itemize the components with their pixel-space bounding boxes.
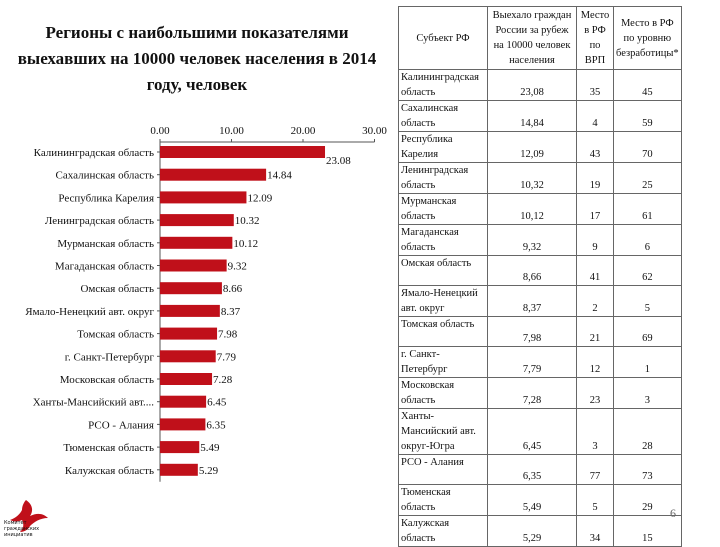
data-label: 7.98 [218,328,238,341]
category-label: Калужская область [64,464,154,477]
cell-subject: Ямало-Ненецкий авт. округ [399,286,488,317]
header-emigrated: Выехало граждан России за рубеж на 10000 человек населения [488,7,577,70]
cell-emigrated: 7,98 [488,317,577,347]
category-label: Ямало-Ненецкий авт. округ [25,305,154,318]
cell-emigrated: 5,49 [488,485,577,516]
logo-text: Комитет гражданских инициатив [4,520,40,538]
cell-subject: Калужская область [399,516,488,547]
table-row [399,378,682,409]
bar [160,282,222,294]
table-row [399,70,682,101]
x-tick-label: 30.00 [362,125,387,137]
cell-unemployment-rank: 69 [614,317,682,347]
x-tick-label: 0.00 [150,125,170,137]
data-label: 8.37 [220,305,241,318]
bar [160,350,216,362]
category-label: Ленинградская область [44,215,154,228]
category-label: Магаданская область [54,260,154,273]
category-label: Мурманская область [57,237,154,250]
cell-emigrated: 10,12 [488,194,577,225]
table-row [399,194,682,225]
data-label: 8.66 [222,283,243,296]
cell-unemployment-rank: 59 [614,101,682,132]
cell-emigrated: 10,32 [488,163,577,194]
cell-unemployment-rank: 73 [614,455,682,485]
cell-subject: РСО - Алания [399,455,488,485]
bar [160,260,227,272]
bar [160,305,220,317]
header-vrp-rank: Место в РФ по ВРП [577,7,614,70]
bar [160,146,325,158]
data-label: 6.45 [207,396,227,409]
table-row [399,163,682,194]
table-row [399,516,682,547]
cell-unemployment-rank: 6 [614,225,682,256]
table-row [399,286,682,317]
cell-vrp-rank: 35 [577,70,614,101]
category-label: Калининградская область [33,147,154,159]
data-label: 10.32 [234,215,260,228]
cell-emigrated: 23,08 [488,70,577,101]
cell-unemployment-rank: 62 [614,256,682,286]
cell-subject: г. Санкт-Петербург [399,347,488,378]
category-label: Московская область [59,374,154,386]
bar [160,169,266,181]
data-label: 6.35 [206,419,226,432]
bar [160,441,199,453]
page-number: 6 [670,506,676,520]
cell-subject: Омская область [399,256,488,286]
x-tick-label: 20.00 [290,125,316,137]
bar [160,418,205,430]
data-label: 7.28 [213,374,233,386]
data-label: 23.08 [326,155,351,167]
header-unemployment-rank: Место в РФ по уровню безработицы* [614,7,682,70]
cell-vrp-rank: 23 [577,378,614,409]
category-label: Омская область [80,283,154,296]
cell-vrp-rank: 41 [577,256,614,286]
bar [160,237,232,249]
cell-vrp-rank: 77 [577,455,614,485]
bar [160,191,246,203]
bar [160,328,217,340]
table-row [399,256,682,286]
cell-vrp-rank: 19 [577,163,614,194]
cell-emigrated: 9,32 [488,225,577,256]
data-label: 7.79 [216,351,236,364]
cell-unemployment-rank: 1 [614,347,682,378]
data-label: 12.09 [247,192,273,205]
category-label: Сахалинская область [55,169,154,182]
cell-subject: Мурманская область [399,194,488,225]
table-row [399,317,682,347]
bar [160,396,206,408]
cell-vrp-rank: 12 [577,347,614,378]
cell-unemployment-rank: 3 [614,378,682,409]
cell-subject: Сахалинская область [399,101,488,132]
cell-subject: Ленинградская область [399,163,488,194]
data-label: 5.29 [198,464,219,477]
category-label: Ханты-Мансийский авт.... [32,396,154,409]
cell-subject: Магаданская область [399,225,488,256]
category-label: г. Санкт-Петербург [64,351,154,364]
data-label: 5.49 [200,442,220,455]
category-label: Томская область [77,328,154,341]
cell-unemployment-rank: 70 [614,132,682,163]
cell-vrp-rank: 2 [577,286,614,317]
cell-subject: Республика Карелия [399,132,488,163]
cell-vrp-rank: 34 [577,516,614,547]
category-label: РСО - Алания [88,419,154,432]
cell-emigrated: 8,66 [488,256,577,286]
table-row [399,101,682,132]
table-row [399,409,682,455]
cell-emigrated: 14,84 [488,101,577,132]
x-tick-label: 10.00 [219,125,244,137]
header-subject: Субъект РФ [399,7,488,70]
cell-unemployment-rank: 28 [614,409,682,455]
cell-unemployment-rank: 15 [614,516,682,547]
cell-unemployment-rank: 25 [614,163,682,194]
table-row [399,132,682,163]
table-row [399,225,682,256]
cell-vrp-rank: 43 [577,132,614,163]
cell-vrp-rank: 17 [577,194,614,225]
data-label: 10.12 [233,237,259,250]
bar [160,214,234,226]
chart-title: Регионы с наибольшими показателями выехавших на 10000 человек населения в 2014 году, человек [17,23,377,94]
cell-subject: Томская область [399,317,488,347]
cell-unemployment-rank: 45 [614,70,682,101]
table-row [399,347,682,378]
category-label: Республика Карелия [58,192,154,205]
table-header-row [399,7,682,70]
cell-vrp-rank: 21 [577,317,614,347]
cell-subject: Калининградская область [399,70,488,101]
cell-unemployment-rank: 61 [614,194,682,225]
data-label: 9.32 [227,260,247,273]
category-label: Тюменская область [63,442,154,455]
cell-unemployment-rank: 29 [614,485,682,516]
cell-subject: Московская область [399,378,488,409]
cell-unemployment-rank: 5 [614,286,682,317]
cell-vrp-rank: 5 [577,485,614,516]
bar [160,373,212,385]
table-row [399,485,682,516]
cell-emigrated: 12,09 [488,132,577,163]
cell-emigrated: 6,45 [488,409,577,455]
bar [160,464,198,476]
cell-emigrated: 7,79 [488,347,577,378]
cell-subject: Ханты-Мансийский авт. округ-Югра [399,409,488,455]
cell-emigrated: 7,28 [488,378,577,409]
cell-vrp-rank: 9 [577,225,614,256]
data-label: 14.84 [267,169,292,182]
cell-vrp-rank: 3 [577,409,614,455]
cell-vrp-rank: 4 [577,101,614,132]
regions-table [398,6,682,547]
table-row [399,455,682,485]
cell-emigrated: 8,37 [488,286,577,317]
cell-emigrated: 6,35 [488,455,577,485]
cell-emigrated: 5,29 [488,516,577,547]
cell-subject: Тюменская область [399,485,488,516]
